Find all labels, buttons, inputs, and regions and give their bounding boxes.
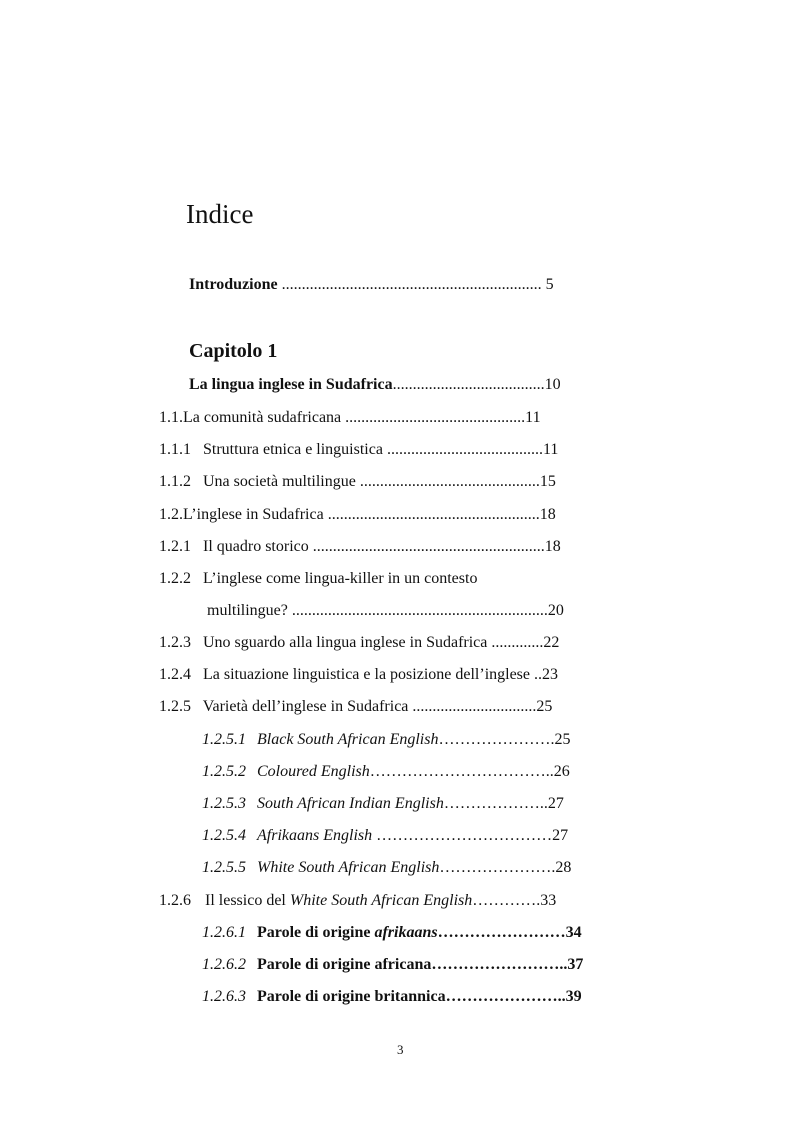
toc-entry-number: 1.2.6.3	[202, 988, 246, 1005]
toc-entry-text-italic: afrikaans	[374, 924, 438, 941]
toc-entry-page: 18	[539, 506, 556, 523]
toc-entry-leader: ..	[534, 666, 543, 683]
toc-entry	[159, 442, 558, 458]
toc-entry	[159, 539, 561, 555]
toc-entry-page: 39	[565, 988, 582, 1005]
toc-entry-leader: .............................................	[359, 473, 540, 490]
toc-entry-text: La lingua inglese in Sudafrica	[189, 376, 393, 393]
toc-entry-page: 23	[542, 666, 559, 683]
toc-entry-leader: …………………..	[445, 988, 566, 1005]
toc-entry-leader: ……………………………	[376, 827, 553, 844]
toc-entry-page: 10	[544, 376, 561, 393]
page-number: 3	[397, 1042, 404, 1057]
toc-entry-leader: ………….	[472, 892, 541, 909]
toc-entry	[159, 667, 558, 683]
toc-entry-text: Afrikaans English	[257, 827, 377, 844]
toc-entry-text: 1.2.3 Uno sguardo alla lingua inglese in Sudafrica	[159, 634, 492, 651]
toc-entry-text: 1.1.La comunità sudafricana	[159, 409, 346, 426]
toc-entry-leader: ..........................................................	[312, 538, 545, 555]
toc-subentry	[202, 796, 564, 812]
toc-entry-text: Il lessico del	[205, 892, 290, 909]
toc-entry-text: White South African English	[257, 859, 440, 876]
toc-entry-text: 1.2.4 La situazione linguistica e la posizione dell’inglese	[159, 666, 535, 683]
toc-entry-text: 1.2.2 L’inglese come lingua-killer in un contesto	[159, 570, 478, 587]
toc-entry-number: 1.2.6	[159, 892, 191, 909]
toc-entry-text: 1.1.1 Struttura etnica e linguistica	[159, 441, 387, 458]
toc-entry-text: multilingue?	[207, 602, 292, 619]
toc-entry-chapter-title	[189, 377, 561, 393]
toc-entry-text: South African Indian English	[257, 795, 444, 812]
toc-entry	[159, 507, 556, 523]
toc-entry-page: 5	[545, 276, 554, 293]
toc-entry-page: 20	[547, 602, 564, 619]
toc-entry-number: 1.2.6.1	[202, 924, 246, 941]
toc-entry	[159, 893, 556, 909]
toc-entry-page: 11	[542, 441, 559, 458]
toc-entry-page: 37	[567, 956, 584, 973]
toc-subentry	[202, 860, 571, 876]
toc-entry-text: Black South African English	[257, 731, 439, 748]
page-title: Indice	[186, 199, 254, 229]
toc-entry-number: 1.2.5.3	[202, 795, 246, 812]
toc-entry-leader: ……………………	[437, 924, 566, 941]
toc-entry-text-italic: White South African English	[289, 892, 473, 909]
toc-entry-leader: ………………….	[439, 859, 556, 876]
toc-entry-number: 1.2.6.2	[202, 956, 246, 973]
toc-subentry	[202, 828, 568, 844]
toc-entry-text: 1.2.L’inglese in Sudafrica	[159, 506, 328, 523]
toc-entry-label: Introduzione	[189, 276, 278, 293]
toc-entry-text: 1.1.2 Una società multilingue	[159, 473, 360, 490]
toc-entry-page: 27	[552, 827, 569, 844]
toc-entry-leader: .............	[491, 634, 544, 651]
toc-entry-leader: .................................................................	[277, 276, 546, 293]
chapter-heading: Capitolo 1	[189, 340, 278, 362]
toc-entry-number: 1.2.5.4	[202, 827, 246, 844]
toc-entry-leader: .............................................	[345, 409, 526, 426]
toc-entry-text: 1.2.1 Il quadro storico	[159, 538, 313, 555]
toc-entry-page: 27	[547, 795, 564, 812]
toc-entry-text: Coloured English	[257, 763, 370, 780]
toc-entry	[159, 699, 552, 715]
toc-entry	[159, 635, 559, 651]
toc-entry-page: 25	[536, 698, 553, 715]
toc-entry-page: 15	[539, 473, 556, 490]
toc-entry-page: 33	[540, 892, 557, 909]
toc-entry-leader: ………………….	[438, 731, 555, 748]
toc-entry-page: 26	[553, 763, 570, 780]
toc-entry-leader: ………………..	[443, 795, 548, 812]
toc-entry-number: 1.2.5.5	[202, 859, 246, 876]
toc-entry	[159, 571, 477, 587]
toc-entry-leader: .....................................................	[327, 506, 540, 523]
toc-entry-number: 1.2.5.2	[202, 763, 246, 780]
toc-entry-text: Parole di origine africana	[257, 956, 432, 973]
toc-subentry	[202, 957, 583, 973]
toc-entry-introduzione	[189, 277, 554, 293]
toc-entry-text: Parole di origine britannica	[257, 988, 446, 1005]
toc-entry-leader: .......................................	[386, 441, 543, 458]
toc-entry-page: 25	[554, 731, 571, 748]
toc-entry-number: 1.2.5.1	[202, 731, 246, 748]
toc-entry-leader: ...............................	[412, 698, 537, 715]
toc-entry	[159, 474, 556, 490]
toc-subentry	[202, 764, 570, 780]
toc-entry-text: 1.2.5 Varietà dell’inglese in Sudafrica	[159, 698, 413, 715]
toc-entry-page: 11	[525, 409, 541, 426]
toc-entry-page: 34	[565, 924, 582, 941]
toc-entry-page: 28	[555, 859, 572, 876]
toc-subentry	[202, 732, 570, 748]
toc-entry-continuation	[207, 603, 564, 619]
toc-entry-page: 18	[544, 538, 561, 555]
toc-entry-text: Parole di origine	[257, 924, 375, 941]
toc-entry	[159, 410, 541, 426]
toc-subentry	[202, 925, 582, 941]
toc-subentry	[202, 989, 582, 1005]
toc-entry-leader: ......................................	[392, 376, 545, 393]
toc-entry-page: 22	[543, 634, 560, 651]
toc-entry-leader: ……………………………..	[369, 763, 554, 780]
toc-entry-leader: ................................................................	[291, 602, 548, 619]
toc-entry-leader: ……………………..	[431, 956, 568, 973]
